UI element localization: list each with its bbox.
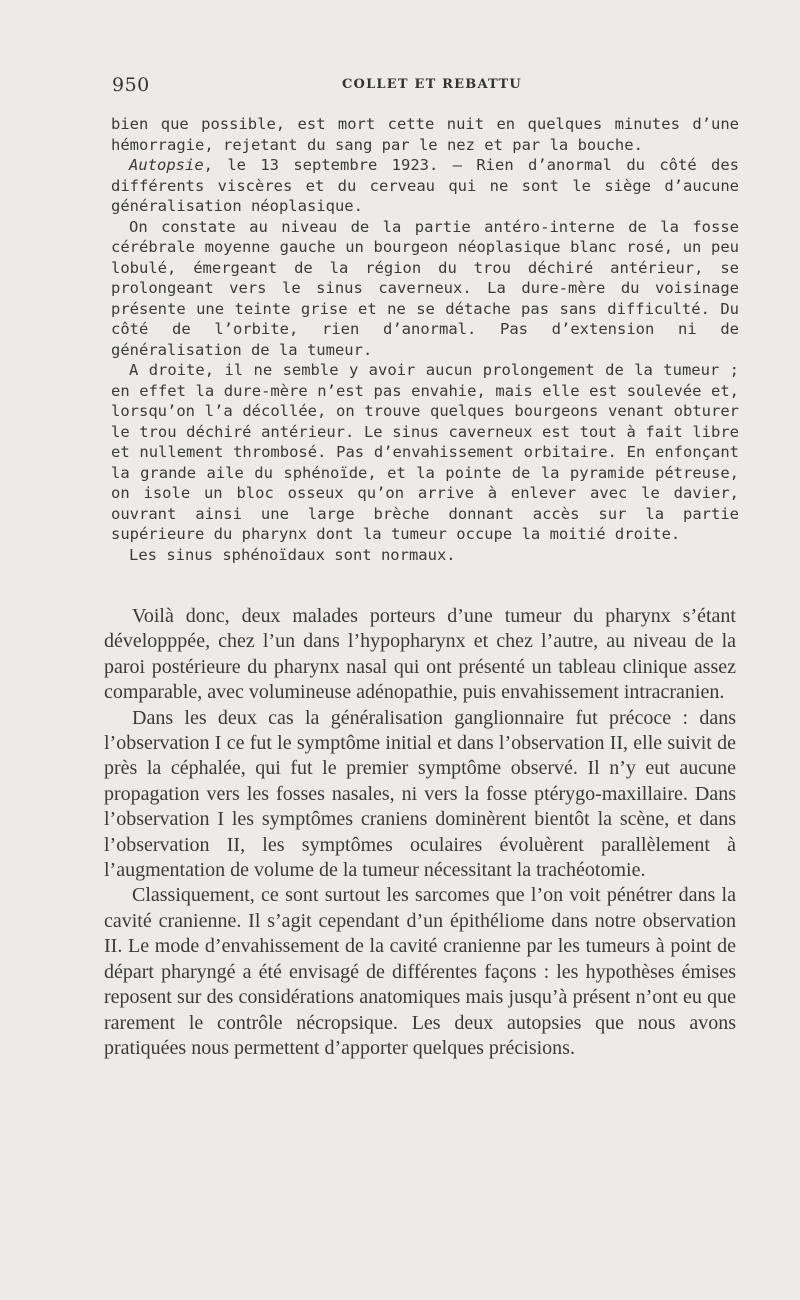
case-report-text (111, 114, 739, 565)
page-number: 950 (112, 74, 150, 96)
paragraph-sinus: Les sinus sphénoïdaux sont normaux. (129, 545, 456, 564)
paragraph-autopsy (111, 155, 739, 217)
running-head: COLLET ET REBATTU (342, 77, 522, 92)
discussion-text (104, 604, 736, 1061)
paragraph-right-findings: A droite, il ne semble y avoir aucun prolongement de la tumeur ; en effet la dure-mère n’est pas envahie, mais elle est soulevée et, lorsqu’on l’a décollée, on trouve quelques bourgeons venant obturer le trou déchiré antérieur. Le sinus caverneux est tout à fait libre et nullement thrombosé. Pas d’envahissement orbitaire. En enfonçant la grande aile du sphénoïde, et la pointe de la pyramide pétreuse, on isole un bloc osseux qu’on arrive à enlever avec le davier, ouvrant ainsi une large brèche donnant accès sur la partie supérieure du pharynx dont la tumeur occupe la moitié droite. (111, 361, 739, 543)
autopsy-text: , le 13 septembre 1923. — Rien d’anormal du côté des différents viscères et du cerveau qui ne sont le siège d’aucune généralisation néoplasique. (111, 156, 739, 215)
autopsy-label: Autopsie (129, 156, 204, 174)
paragraph-summary: Voilà donc, deux malades porteurs d’une tumeur du pharynx s’étant développpée, chez l’un dans l’hypopharynx et chez l’autre, au niveau de la paroi postérieure du pharynx nasal qui ont présenté un tableau clinique assez comparable, avec volumineuse adénopathie, puis envahissement intracranien. (104, 605, 736, 704)
page-header (112, 74, 738, 100)
paragraph-generalisation: Dans les deux cas la généralisation ganglionnaire fut précoce : dans l’observation I ce fut le symptôme initial et dans l’observation II, elle suivit de près la céphalée, qui fut le premier symptôme observé. Il n’y eut aucune propagation vers les fosses nasales, ni vers la fosse ptérygo-maxillaire. Dans l’observation I les symptômes craniens dominèrent bientôt la scène, et dans l’observation II, les symptômes oculaires évoluèrent parallèlement à l’augmentation de volume de la tumeur nécessitant la trachéotomie. (104, 706, 736, 882)
paragraph-left-findings: On constate au niveau de la partie antéro-interne de la fosse cérébrale moyenne gauche un bourgeon néoplasique blanc rosé, un peu lobulé, émergeant de la région du trou déchiré antérieur, se prolongeant vers le sinus caverneux. La dure-mère du voisinage présente une teinte grise et ne se détache pas sans difficulté. Du côté de l’orbite, rien d’anormal. Pas d’extension ni de généralisation de la tumeur. (111, 217, 739, 359)
paragraph-classical: Classiquement, ce sont surtout les sarcomes que l’on voit pénétrer dans la cavité cranienne. Il s’agit cependant d’un épithéliome dans notre observation II. Le mode d’envahissement de la cavité cranienne par les tumeurs à point de départ pharyngé a été envisagé de différentes façons : les hypothèses émises reposent sur des considérations anatomiques mais jusqu’à présent n’ont eu que rarement le contrôle nécropsique. Les deux autopsies que nous avons pratiquées nous permettent d’apporter quelques précisions. (104, 884, 736, 1059)
paragraph-continuation: bien que possible, est mort cette nuit en quelques minutes d’une hémorragie, rejetant du sang par le nez et par la bouche. (111, 115, 739, 154)
